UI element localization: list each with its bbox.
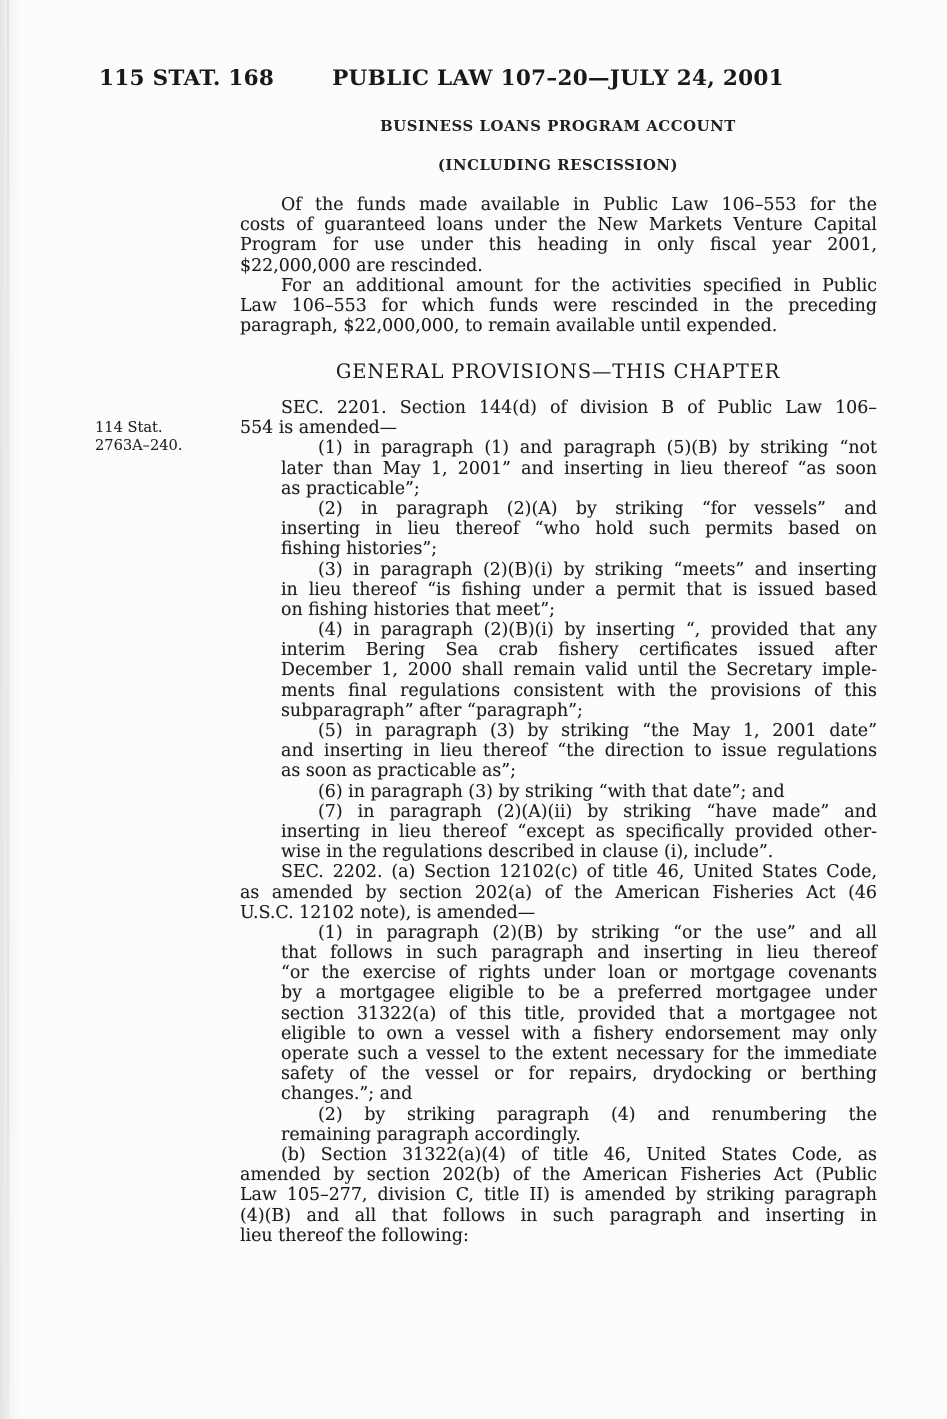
text-line: by a mortgagee eligible to be a preferred mortgagee under xyxy=(281,983,877,1004)
text-line: on fishing histories that meet”; xyxy=(281,599,555,620)
text-line: (4) in paragraph (2)(B)(i) by inserting “, provided that any xyxy=(318,620,877,641)
heading-business-loans-program-account: BUSINESS LOANS PROGRAM ACCOUNT xyxy=(380,118,736,135)
text-line: (5) in paragraph (3) by striking “the May 1, 2001 date” xyxy=(318,721,877,741)
text-line: (1) in paragraph (1) and paragraph (5)(B) by striking “not xyxy=(318,438,877,459)
text-line: inserting in lieu thereof “except as specifically provided other- xyxy=(281,821,877,842)
text-line: Of the funds made available in Public Law 106–553 for the xyxy=(281,195,877,215)
text-line: Program for use under this heading in only fiscal year 2001, xyxy=(240,235,877,256)
text-line: interim Bering Sea crab fishery certificates issued after xyxy=(281,640,877,661)
text-line: ments final regulations consistent with the provisions of this xyxy=(281,680,877,701)
heading-including-rescission: (INCLUDING RESCISSION) xyxy=(437,157,679,174)
text-line: (2) in paragraph (2)(A) by striking “for vessels” and xyxy=(318,498,877,519)
text-line: subparagraph” after “paragraph”; xyxy=(281,700,583,721)
body-general-provisions-text xyxy=(240,398,877,1246)
body-appropriations-paragraphs xyxy=(240,195,877,336)
margin-note-line2: 2763A–240. xyxy=(95,436,183,454)
text-line: section 31322(a) of this title, provided that a mortgagee not xyxy=(281,1003,877,1024)
text-line: wise in the regulations described in clause (i), include”. xyxy=(281,842,774,863)
text-line: remaining paragraph accordingly. xyxy=(281,1124,581,1145)
margin-note-line1: 114 Stat. xyxy=(95,419,163,436)
margin-note-citation xyxy=(95,419,225,454)
text-line: “or the exercise of rights under loan or mortgage covenants xyxy=(281,963,877,984)
text-line: changes.”; and xyxy=(281,1084,413,1105)
text-line: in lieu thereof “is fishing under a permit that is issued based xyxy=(281,579,877,600)
text-line: costs of guaranteed loans under the New Markets Venture Capital xyxy=(240,215,877,236)
text-line: safety of the vessel or for repairs, drydocking or berthing xyxy=(281,1064,877,1085)
text-line: fishing histories”; xyxy=(281,539,438,560)
text-line: U.S.C. 12102 note), is amended— xyxy=(240,902,536,923)
scan-binding-edge xyxy=(0,0,20,1419)
text-line: operate such a vessel to the extent necessary for the immediate xyxy=(281,1044,877,1064)
text-line: amended by section 202(b) of the American Fisheries Act (Public xyxy=(240,1165,877,1186)
text-line: (4)(B) and all that follows in such paragraph and inserting in xyxy=(240,1205,877,1226)
heading-general-provisions: GENERAL PROVISIONS—THIS CHAPTER xyxy=(335,360,781,383)
text-line: Law 106–553 for which funds were rescinded in the preceding xyxy=(240,295,877,316)
text-line: (7) in paragraph (2)(A)(ii) by striking “have made” and xyxy=(318,801,877,822)
text-line: lieu thereof the following: xyxy=(240,1225,469,1246)
text-line: later than May 1, 2001” and inserting in lieu thereof “as soon xyxy=(281,458,877,479)
text-line: (b) Section 31322(a)(4) of title 46, United States Code, as xyxy=(281,1144,877,1165)
text-line: (1) in paragraph (2)(B) by striking “or the use” and all xyxy=(318,922,877,943)
text-line: (6) in paragraph (3) by striking “with that date”; and xyxy=(318,781,785,802)
scan-edge-line xyxy=(7,0,9,1419)
text-line: Law 105–277, division C, title II) is amended by striking paragraph xyxy=(240,1185,877,1206)
text-line: as amended by section 202(a) of the American Fisheries Act (46 xyxy=(240,882,877,903)
text-line: paragraph, $22,000,000, to remain available until expended. xyxy=(240,316,778,337)
text-line: $22,000,000 are rescinded. xyxy=(240,255,483,276)
text-line: as practicable”; xyxy=(281,478,420,499)
running-head xyxy=(0,66,947,96)
text-line: eligible to own a vessel with a fishery endorsement may only xyxy=(281,1023,877,1044)
stat-page-number: 115 STAT. 168 xyxy=(99,66,275,91)
text-line: SEC. 2201. Section 144(d) of division B of Public Law 106– xyxy=(281,398,877,418)
text-line: December 1, 2000 shall remain valid until the Secretary imple- xyxy=(281,660,877,681)
text-line: inserting in lieu thereof “who hold such permits based on xyxy=(281,519,877,540)
law-title: PUBLIC LAW 107–20—JULY 24, 2001 xyxy=(332,66,784,91)
text-line: (3) in paragraph (2)(B)(i) by striking “meets” and inserting xyxy=(318,559,877,580)
text-line: that follows in such paragraph and inserting in lieu thereof xyxy=(281,943,877,964)
text-line: For an additional amount for the activities specified in Public xyxy=(281,275,877,296)
text-line: and inserting in lieu thereof “the direction to issue regulations xyxy=(281,741,877,762)
text-line: 554 is amended— xyxy=(240,418,398,439)
text-line: SEC. 2202. (a) Section 12102(c) of title 46, United States Code, xyxy=(281,862,877,883)
text-line: (2) by striking paragraph (4) and renumbering the xyxy=(318,1104,877,1125)
text-line: as soon as practicable as”; xyxy=(281,761,517,782)
